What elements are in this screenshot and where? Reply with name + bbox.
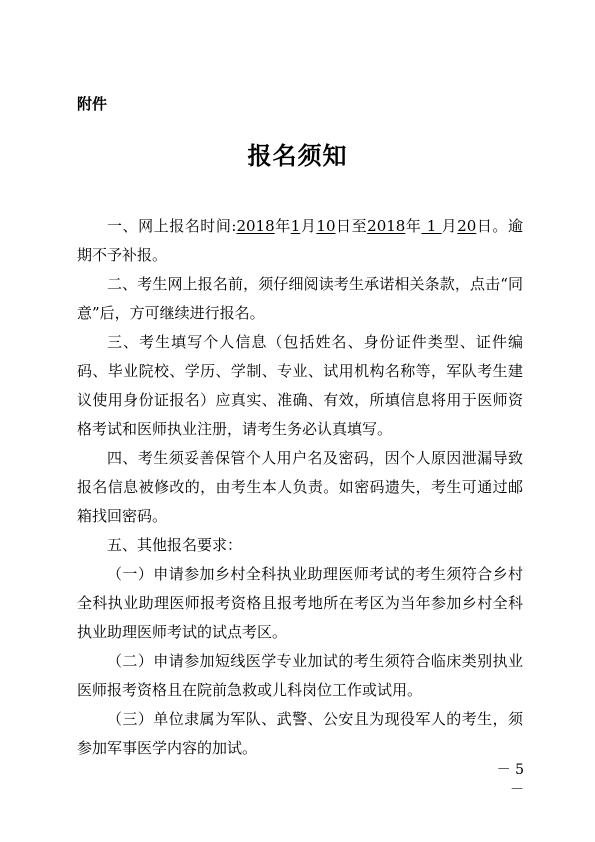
paragraph-registration-time (77, 212, 523, 270)
paragraph-other-requirements: 五、其他报名要求： (107, 536, 243, 554)
registration-time-prefix: 一、网上报名时间: (107, 217, 237, 235)
paragraph-shortage-specialty: （二）申请参加短线医学专业加试的考生须符合临床类别执业医师报考资格且在院前急救或儿科岗位工作或试用。 (77, 652, 523, 699)
paragraph-personal-info: 三、考生填写个人信息（包括姓名、身份证件类型、证件编码、毕业院校、学历、学制、专业、试用机构名称等，军队考生建议使用身份证报名）应真实、准确、有效，所填信息将用于医师资格考试和医师执业注册，请考生务必认真填写。 (77, 333, 523, 438)
start-day: 10 (316, 217, 336, 235)
registration-time-suffix: 日。逾期不予补报。 (77, 217, 523, 264)
end-month: 1 (421, 217, 442, 235)
paragraph-password: 四、考生须妥善保管个人用户名及密码，因个人原因泄漏导致报名信息被修改的，由考生本人负责。如密码遗失，考生可通过邮箱找回密码。 (77, 449, 523, 525)
start-month: 1 (290, 217, 301, 235)
day-to-char: 日至 (335, 217, 368, 235)
year-char-2: 年 (405, 217, 422, 235)
end-year: 2018 (367, 217, 406, 235)
document-body (77, 212, 523, 763)
month-char-2: 月 (441, 217, 458, 235)
month-char-1: 月 (300, 217, 317, 235)
paragraph-military: （三）单位隶属为军队、武警、公安且为现役军人的考生，须参加军事医学内容的加试。 (77, 710, 523, 757)
year-char-1: 年 (274, 217, 291, 235)
paragraph-read-terms: 二、考生网上报名前，须仔细阅读考生承诺相关条款，点击“同意”后，方可继续进行报名。 (77, 275, 523, 322)
paragraph-rural-assistant: （一）申请参加乡村全科执业助理医师考试的考生须符合乡村全科执业助理医师报考资格且报考地所在考区为当年参加乡村全科执业助理医师考试的试点考区。 (77, 565, 523, 641)
page-number: － 5 － (496, 762, 524, 798)
document-title: 报名须知 (247, 141, 348, 170)
end-day: 20 (457, 217, 477, 235)
start-year: 2018 (236, 217, 275, 235)
attachment-label: 附件 (77, 95, 108, 113)
